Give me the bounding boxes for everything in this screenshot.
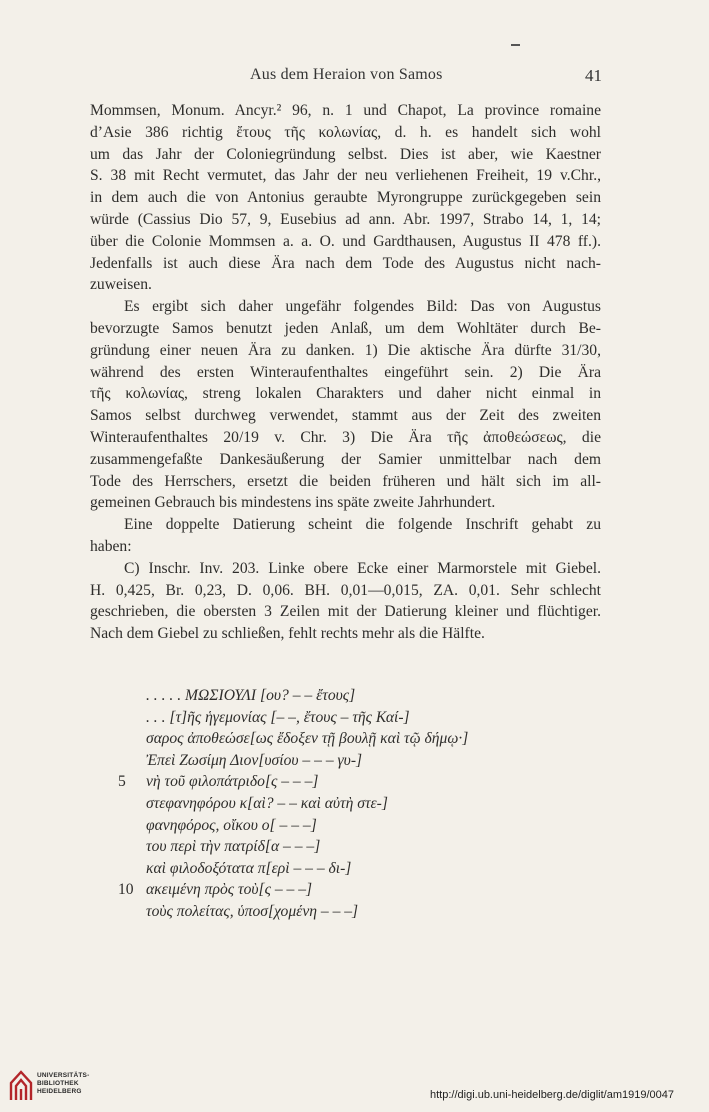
text-line: zuweisen.: [90, 276, 152, 294]
text-line: während des ersten Winteraufenthaltes eingeführt sein. 2) Die Ära: [90, 363, 601, 381]
text-line: τῆς κολωνίας, streng lokalen Charakters und daher nicht einmal in: [90, 385, 601, 403]
text-line: C) Inschr. Inv. 203. Linke obere Ecke einer Marmorstele mit Giebel.: [124, 559, 601, 577]
text-line: Samos selbst durchweg verwendet, stammt aus der Zeit des zweiten: [90, 407, 601, 425]
line-number: 10: [118, 881, 134, 899]
margin-dash-mark: [511, 44, 520, 46]
text-line: S. 38 mit Recht vermutet, das Jahr der neu verliehenen Freiheit, 19 v.Chr.,: [90, 167, 601, 185]
text-line: d’Asie 386 richtig ἔτους τῆς κολωνίας, d. h. es handelt sich wohl: [90, 123, 601, 141]
library-logo: [8, 1069, 118, 1105]
library-name: [37, 1072, 89, 1096]
paragraph-2: [90, 296, 601, 514]
inscription-text: Ἐπεὶ Ζωσίμη Διον[υσίου – – – γυ-]: [146, 751, 363, 769]
text-line: Mommsen, Monum. Ancyr.² 96, n. 1 und Chapot, La province romaine: [90, 102, 601, 119]
inscription-line: [90, 836, 610, 858]
logo-line: BIBLIOTHEK: [37, 1080, 79, 1087]
inscription-line: [90, 858, 610, 880]
inscription-text: νὴ τοῦ φιλοπάτριδο[ς – – –]: [146, 773, 319, 791]
inscription-line: [90, 728, 610, 750]
logo-line: HEIDELBERG: [37, 1088, 82, 1095]
running-header: Aus dem Heraion von Samos: [250, 66, 443, 83]
greek-inscription: [90, 685, 610, 923]
inscription-line: [90, 901, 610, 923]
inscription-line: [90, 685, 610, 707]
text-line: würde (Cassius Dio 57, 9, Eusebius ad ann. Abr. 1997, Strabo 14, 1, 14;: [90, 210, 601, 228]
inscription-text: . . . [τ]ῆς ἡγεμονίας [– –, ἔτους – τῆς Καί-]: [146, 708, 410, 726]
inscription-text: καὶ φιλοδοξότατα π[ερὶ – – – δι-]: [146, 859, 352, 877]
inscription-line: [90, 707, 610, 729]
text-line: Eine doppelte Datierung scheint die folgende Inschrift gehabt zu: [124, 516, 601, 534]
logo-line: UNIVERSITÄTS-: [37, 1072, 90, 1079]
inscription-text: σαρος ἀποθεώσε[ως ἔδοξεν τῇ βουλῇ καὶ τῷ δήμῳ·]: [146, 730, 469, 748]
text-line: geschrieben, die obersten 3 Zeilen mit der Datierung kleiner und flüchtiger.: [90, 603, 601, 621]
text-line: zusammengefaßte Dankesäußerung der Samier unmittelbar nach dem: [90, 450, 601, 468]
text-line: Winteraufenthaltes 20/19 v. Chr. 3) Die Ära τῆς ἀποθεώσεως, die: [90, 428, 601, 446]
inscription-text: τοὺς πολείτας, ὑποσ[χομένη – – –]: [146, 902, 359, 920]
inscription-text: στεφανηφόρου κ[αὶ? – – καὶ αὐτὴ στε-]: [146, 794, 388, 812]
text-line: gemeinen Gebrauch bis mindestens ins späte zweite Jahrhundert.: [90, 494, 496, 512]
text-line: Tode des Herrschers, ersetzt die beiden früheren und hält sich im all-: [90, 472, 601, 490]
paragraph-3: [90, 514, 601, 558]
paragraph-4: [90, 558, 601, 645]
text-line: H. 0,425, Br. 0,23, D. 0,06. BH. 0,01—0,015, ZA. 0,01. Sehr schlecht: [90, 581, 601, 599]
inscription-text: φανηφόρος, οἴκου ο[ – – –]: [146, 816, 317, 834]
inscription-line: [90, 879, 610, 901]
inscription-line: [90, 750, 610, 772]
line-number: 5: [118, 773, 126, 791]
inscription-text: ακειμένη πρὸς τοὺ[ς – – –]: [146, 881, 313, 899]
inscription-line: [90, 793, 610, 815]
inscription-line: [90, 771, 610, 793]
inscription-line: [90, 815, 610, 837]
inscription-text: . . . . . ΜΩΣΙΟΥΛΙ [ου? – – ἔτους]: [146, 687, 356, 704]
text-line: in dem auch die von Antonius geraubte Myrongruppe zurückgegeben sein: [90, 189, 601, 207]
text-line: um das Jahr der Coloniegründung selbst. Dies ist aber, wie Kaestner: [90, 145, 601, 163]
text-line: Nach dem Giebel zu schließen, fehlt rechts mehr als die Hälfte.: [90, 625, 485, 643]
text-line: über die Colonie Mommsen a. a. O. und Gardthausen, Augustus II 478 ff.).: [90, 232, 601, 250]
library-emblem-icon: [8, 1069, 34, 1103]
body-text: [90, 100, 601, 645]
source-url[interactable]: http://digi.ub.uni-heidelberg.de/diglit/am1919/0047: [430, 1089, 675, 1101]
text-line: Jedenfalls ist auch diese Ära nach dem Tode des Augustus nicht nach-: [90, 254, 601, 272]
text-line: gründung einer neuen Ära zu danken. 1) Die aktische Ära dürfte 31/30,: [90, 341, 601, 359]
text-line: bevorzugte Samos benutzt jeden Anlaß, um dem Wohltäter durch Be-: [90, 319, 601, 337]
text-line: haben:: [90, 537, 132, 555]
paragraph-1: [90, 100, 601, 296]
page-number: 41: [585, 66, 602, 85]
text-line: Es ergibt sich daher ungefähr folgendes Bild: Das von Augustus: [124, 298, 601, 316]
inscription-text: του περὶ τὴν πατρίδ[α – – –]: [146, 838, 321, 856]
